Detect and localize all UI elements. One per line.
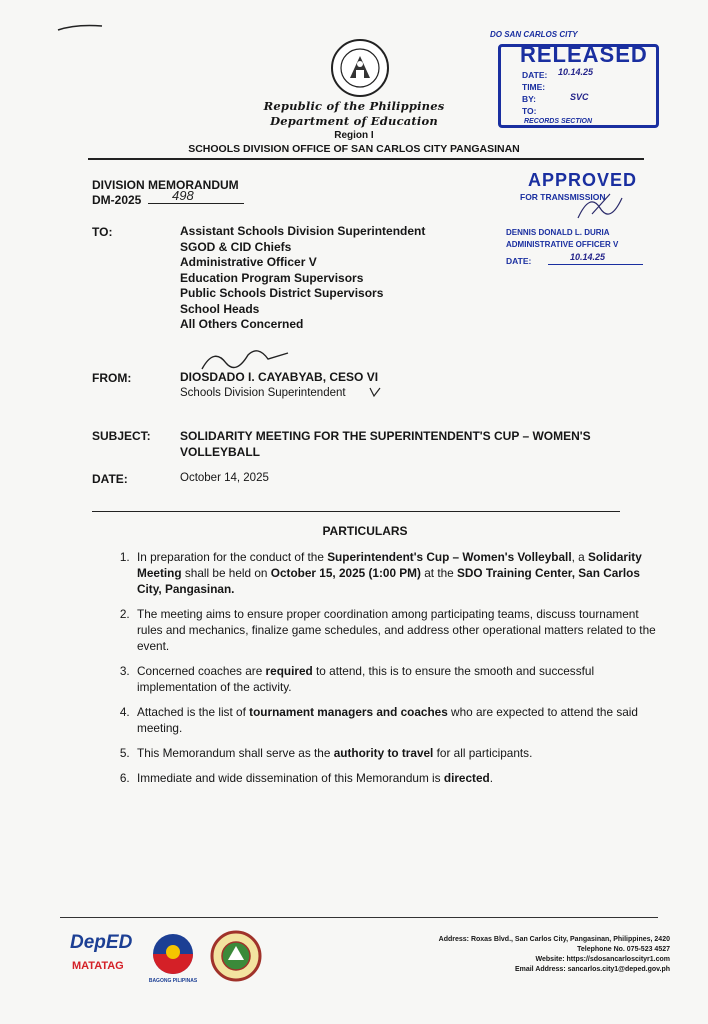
- released-office: DO SAN CARLOS CITY: [490, 30, 578, 39]
- particular-item: [133, 549, 663, 597]
- particular-text-run: authority to travel: [333, 746, 434, 760]
- memo-number-handwritten: 498: [172, 188, 194, 203]
- memo-title: DIVISION MEMORANDUM: [92, 178, 239, 192]
- released-by-label: BY:: [522, 94, 537, 104]
- particular-item: [133, 745, 663, 761]
- particular-text-run: This Memorandum shall serve as the: [137, 746, 334, 760]
- particular-text-run: who are expected to attend the said meeting.: [137, 705, 638, 735]
- subject-label: SUBJECT:: [92, 429, 151, 443]
- body-divider: [92, 511, 620, 512]
- particular-text-run: The meeting aims to ensure proper coordination among participating teams, discuss tournament rules and mechanics, finalize game schedules, and address other operational matters related to the event.: [137, 607, 656, 653]
- footer-contact: [340, 935, 670, 975]
- approved-subtitle: FOR TRANSMISSION: [520, 192, 606, 202]
- republic-line: Republic of the Philippines: [263, 99, 445, 113]
- particular-text-run: Superintendent's Cup – Women's Volleyball: [327, 550, 572, 564]
- particular-text-run: Solidarity Meeting: [137, 550, 642, 580]
- initial-mark: [368, 386, 382, 400]
- released-stamp: [480, 30, 660, 130]
- footer-email: Email Address: sancarlos.city1@deped.gov.ph: [514, 966, 670, 973]
- footer-website: Website: https://sdosancarloscityr1.com: [535, 956, 670, 963]
- bagong-pilipinas-text: BAGONG PILIPINAS: [148, 978, 198, 984]
- approved-title: APPROVED: [528, 170, 638, 190]
- deped-seal-icon: [330, 38, 390, 98]
- footer-address: Address: Roxas Blvd., San Carlos City, Pangasinan, Philippines, 2420: [438, 936, 670, 943]
- from-label: FROM:: [92, 371, 132, 385]
- approved-date-value: 10.14.25: [570, 252, 606, 262]
- deped-matatag-logo: [68, 930, 138, 986]
- released-by-value: SVC: [570, 92, 589, 102]
- recipient: Assistant Schools Division Superintendent: [180, 224, 426, 238]
- division-office-line: SCHOOLS DIVISION OFFICE OF SAN CARLOS CITY PANGASINAN: [188, 143, 520, 155]
- particular-text-run: to attend, this is to ensure the smooth and successful implementation of the activity.: [137, 664, 595, 694]
- particular-text-run: October 15, 2025 (1:00 PM): [270, 566, 421, 580]
- matatag-logo: MATATAG: [72, 960, 124, 972]
- date-value: October 14, 2025: [180, 472, 269, 484]
- pen-mark: [56, 18, 106, 34]
- memo-number-label: DM-2025: [92, 193, 142, 207]
- footer-divider: [60, 917, 658, 918]
- particular-text-run: Attached is the list of: [137, 705, 250, 719]
- recipient: Administrative Officer V: [180, 255, 317, 269]
- released-to-label: TO:: [522, 106, 537, 116]
- department-line: Department of Education: [270, 114, 438, 128]
- released-title: RELEASED: [520, 42, 648, 67]
- approved-position: ADMINISTRATIVE OFFICER V: [506, 240, 619, 249]
- recipient: Education Program Supervisors: [180, 270, 364, 285]
- particulars-heading: PARTICULARS: [322, 524, 408, 538]
- particular-text-run: tournament managers and coaches: [249, 705, 448, 719]
- particular-item: [133, 606, 663, 654]
- to-label: TO:: [92, 225, 113, 239]
- particulars-list: [117, 549, 663, 795]
- particular-text-run: In preparation for the conduct of the: [137, 550, 328, 564]
- header-divider: [88, 158, 644, 160]
- to-recipients: [180, 224, 425, 333]
- released-time-label: TIME:: [522, 82, 546, 92]
- approved-date-underline: [548, 264, 643, 265]
- division-seal-icon: [210, 930, 262, 982]
- particular-text-run: for all participants.: [433, 746, 533, 760]
- particular-item: [133, 770, 663, 786]
- particular-text-run: SDO Training Center, San Carlos City, Pangasinan.: [137, 566, 640, 596]
- region-line: Region I: [334, 130, 374, 141]
- footer-telephone: Telephone No. 075-523 4527: [577, 946, 670, 953]
- particular-text-run: Concerned coaches are: [137, 664, 266, 678]
- particular-text-run: Immediate and wide dissemination of this Memorandum is: [137, 771, 444, 785]
- recipient: All Others Concerned: [180, 317, 304, 331]
- from-position: Schools Division Superintendent: [180, 387, 346, 399]
- particular-item: [133, 704, 663, 736]
- approved-name: DENNIS DONALD L. DURIA: [506, 228, 610, 237]
- deped-logo: DepED: [70, 932, 133, 953]
- released-date-value: 10.14.25: [558, 67, 594, 77]
- from-name: DIOSDADO I. CAYABYAB, CESO VI: [180, 370, 379, 384]
- released-date-label: DATE:: [522, 70, 548, 80]
- recipient: Public Schools District Supervisors: [180, 286, 384, 300]
- particular-text-run: , a: [571, 550, 589, 564]
- bagong-pilipinas-icon: [151, 932, 195, 976]
- particular-text-run: at the: [420, 566, 458, 580]
- particular-text-run: directed: [443, 771, 490, 785]
- date-label: DATE:: [92, 472, 128, 486]
- approved-stamp: [500, 170, 670, 280]
- recipient: SGOD & CID Chiefs: [180, 239, 292, 254]
- recipient: School Heads: [180, 301, 260, 316]
- particular-text-run: shall be held on: [181, 566, 271, 580]
- subject-text: SOLIDARITY MEETING FOR THE SUPERINTENDENT'S CUP – WOMEN'S VOLLEYBALL: [180, 429, 591, 459]
- memo-number-underline: [148, 203, 244, 204]
- bagong-pilipinas-logo: [144, 932, 202, 990]
- particular-item: [133, 663, 663, 695]
- particular-text-run: required: [265, 664, 313, 678]
- approved-date-label: DATE:: [506, 256, 532, 266]
- division-seal-logo: [210, 930, 262, 982]
- released-records: RECORDS SECTION: [524, 118, 593, 125]
- particular-text-run: .: [489, 771, 494, 785]
- approver-signature: [570, 188, 630, 228]
